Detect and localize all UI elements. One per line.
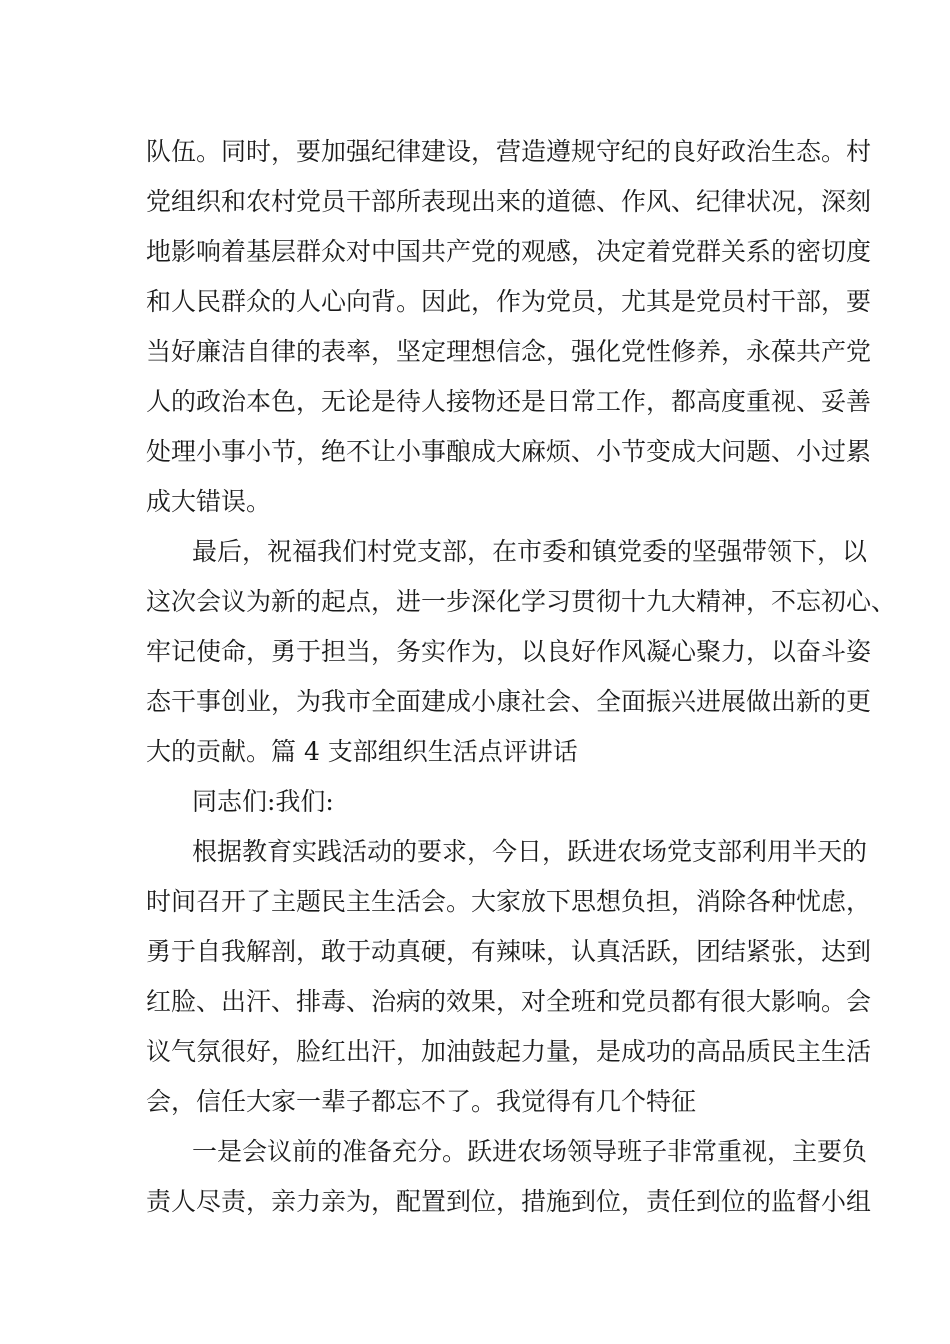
salutation-line: 同志们:我们: — [192, 787, 334, 816]
text-line: 队伍。同时，要加强纪律建设，营造遵规守纪的良好政治生态。村 — [146, 137, 872, 166]
text-line: 这次会议为新的起点，进一步深化学习贯彻十九大精神，不忘初心、 — [146, 587, 897, 616]
text-line: 时间召开了主题民主生活会。大家放下思想负担，消除各种忧虑， — [146, 887, 872, 916]
text-line: 党组织和农村党员干部所表现出来的道德、作风、纪律状况，深刻 — [146, 187, 872, 216]
paragraph-start-line: 根据教育实践活动的要求，今日，跃进农场党支部利用半天的 — [192, 837, 868, 866]
text-line: 人的政治本色，无论是待人接物还是日常工作，都高度重视、妥善 — [146, 387, 872, 416]
text-line: 勇于自我解剖，敢于动真硬，有辣味，认真活跃，团结紧张，达到 — [146, 937, 872, 966]
text-line: 责人尽责，亲力亲为，配置到位，措施到位，责任到位的监督小组 — [146, 1187, 872, 1216]
paragraph-start-line: 一是会议前的准备充分。跃进农场领导班子非常重视，主要负 — [192, 1137, 868, 1166]
text-line: 红脸、出汗、排毒、治病的效果，对全班和党员都有很大影响。会 — [146, 987, 872, 1016]
paragraph-start-line: 最后，祝福我们村党支部，在市委和镇党委的坚强带领下，以 — [192, 537, 868, 566]
text-line: 成大错误。 — [146, 487, 272, 516]
text-line: 议气氛很好，脸红出汗，加油鼓起力量，是成功的高品质民主生活 — [146, 1037, 872, 1066]
text-line: 会，信任大家一辈子都忘不了。我觉得有几个特征 — [146, 1087, 697, 1116]
text-line: 牢记使命，勇于担当，务实作为，以良好作风凝心聚力，以奋斗姿 — [146, 637, 872, 666]
text-line: 处理小事小节，绝不让小事酿成大麻烦、小节变成大问题、小过累 — [146, 437, 872, 466]
text-line: 和人民群众的人心向背。因此，作为党员，尤其是党员村干部，要 — [146, 287, 872, 316]
text-line: 态干事创业，为我市全面建成小康社会、全面振兴进展做出新的更 — [146, 687, 872, 716]
text-line: 地影响着基层群众对中国共产党的观感，决定着党群关系的密切度 — [146, 237, 872, 266]
text-line: 大的贡献。篇 4 支部组织生活点评讲话 — [146, 737, 578, 766]
text-line: 当好廉洁自律的表率，坚定理想信念，强化党性修养，永葆共产党 — [146, 337, 872, 366]
